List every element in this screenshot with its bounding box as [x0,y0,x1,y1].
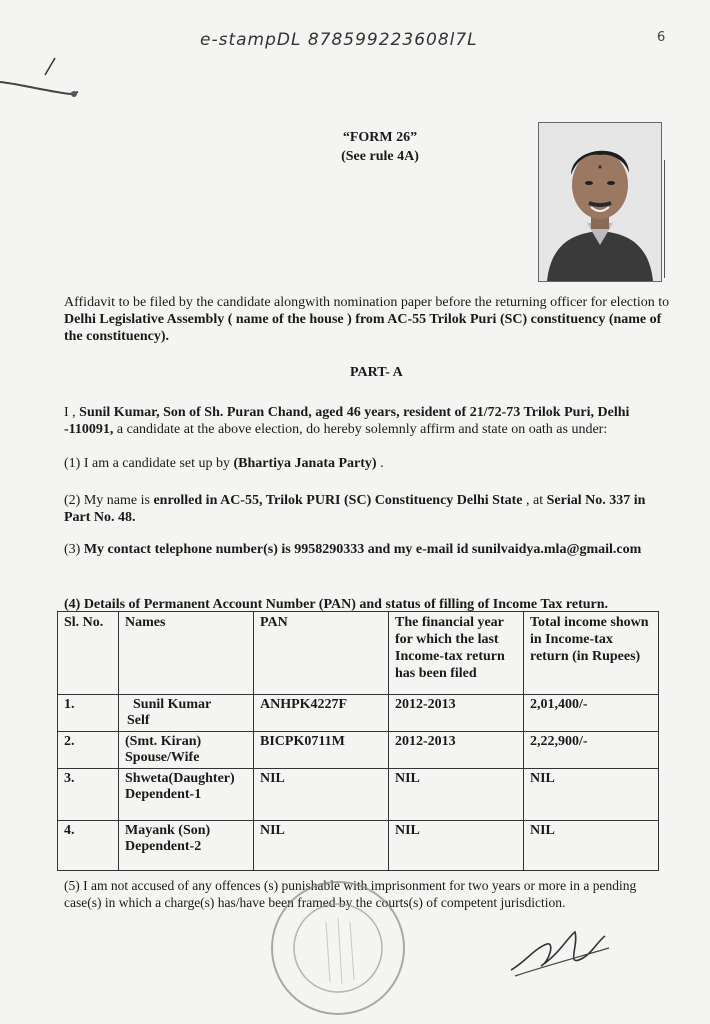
item-4-heading: (4) Details of Permanent Account Number (PAN) and status of filling of Income Tax return. [64,597,609,612]
cell-name-text: Mayank (Son) [125,823,211,838]
candidate-photo [538,122,662,282]
cell-year: 2012-2013 [389,732,524,769]
cell-income: 2,22,900/- [524,732,659,769]
cell-pan: BICPK0711M [254,732,389,769]
cell-sl: 1. [58,695,119,732]
item2-serial: Serial No. 337 in Part No. 48. [64,493,646,525]
cell-name-text: Sunil Kumar [133,697,212,712]
cell-name-text: Shweta(Daughter) [125,771,235,786]
item3-text-1: (3) [64,542,84,557]
item3-contact: My contact telephone number(s) is 9958290333 and my e-mail id sunilvaidya.mla@gmail.com [83,542,642,557]
item2-text-2: , at [522,493,547,508]
table-row [58,695,659,732]
item-5: (5) I am not accused of any offences (s) punishable with imprisonment for two years or more in a pending case(s) in which a charge(s) has/have been framed by the courts(s) of competent jurisdiction. [64,878,637,910]
intro-text-1: Affidavit to be filed by the candidate alongwith nomination paper before the returning officer for election to [64,295,670,310]
cell-relation: Spouse/Wife [125,750,200,765]
cell-name [119,732,254,769]
table-row [58,769,659,821]
form-subtitle: (See rule 4A) [341,149,419,164]
page-number: 6 [657,30,666,45]
header-total-income: Total income shown in Income-tax return (in Rupees) [524,612,659,695]
cell-name [119,821,254,871]
cell-name [119,695,254,732]
photo-border-line [664,160,665,278]
declaration-text-1: I , [64,405,80,420]
cell-name-text: (Smt. Kiran) [125,734,202,749]
cell-year: NIL [389,769,524,821]
cell-sl: 2. [58,732,119,769]
item2-text-1: (2) My name is [64,493,154,508]
pan-table [57,611,659,871]
intro-text-2: ( name of the house ) [224,312,356,327]
item1-party: (Bhartiya Janata Party) [233,456,377,471]
cell-year: NIL [389,821,524,871]
form-title: “FORM 26” [342,130,418,145]
header-pan: PAN [254,612,389,695]
item-1 [64,455,674,472]
form-heading [300,128,460,166]
notary-seal-icon [268,872,408,1024]
item-2 [64,492,674,526]
signature-icon [505,918,615,988]
cell-income: NIL [524,769,659,821]
declaration-candidate: Sunil Kumar, Son of Sh. Puran Chand, aged 46 years, resident of 21/72-73 Trilok Puri, Delhi -110091, [64,405,630,437]
pan-table-header [58,612,659,695]
cell-relation: Dependent-1 [125,787,202,802]
part-label: PART- A [350,365,403,380]
item2-enrolment: enrolled in AC-55, Trilok PURI (SC) Constituency Delhi State [153,493,523,508]
header-names: Names [119,612,254,695]
intro-house: Delhi Legislative Assembly [64,312,225,327]
cell-pan: ANHPK4227F [254,695,389,732]
table-row [58,821,659,871]
header-financial-year: The financial year for which the last Income-tax return has been filed [389,612,524,695]
cell-name [119,769,254,821]
cell-pan: NIL [254,821,389,871]
cell-income: NIL [524,821,659,871]
item-3 [64,541,674,558]
cell-sl: 3. [58,769,119,821]
cell-relation: Dependent-2 [125,839,202,854]
candidate-portrait-icon [539,123,661,281]
table-row [58,732,659,769]
cell-year: 2012-2013 [389,695,524,732]
cell-pan: NIL [254,769,389,821]
item1-text-2: . [376,456,384,471]
cell-income: 2,01,400/- [524,695,659,732]
cell-relation: Self [127,713,150,728]
cell-sl: 4. [58,821,119,871]
intro-paragraph [64,294,674,345]
header-sl-no: Sl. No. [58,612,119,695]
item1-text-1: (1) I am a candidate set up by [64,456,234,471]
declaration-text-2: a candidate at the above election, do hereby solemnly affirm and state on oath as under: [113,422,608,437]
intro-constituency: from AC-55 Trilok Puri (SC) constituency (name of the constituency). [64,312,662,344]
declaration-paragraph [64,404,674,438]
handwritten-stamp-number: e-stampDL 878599223608l7L [200,30,478,50]
pin-mark-icon [0,50,90,110]
